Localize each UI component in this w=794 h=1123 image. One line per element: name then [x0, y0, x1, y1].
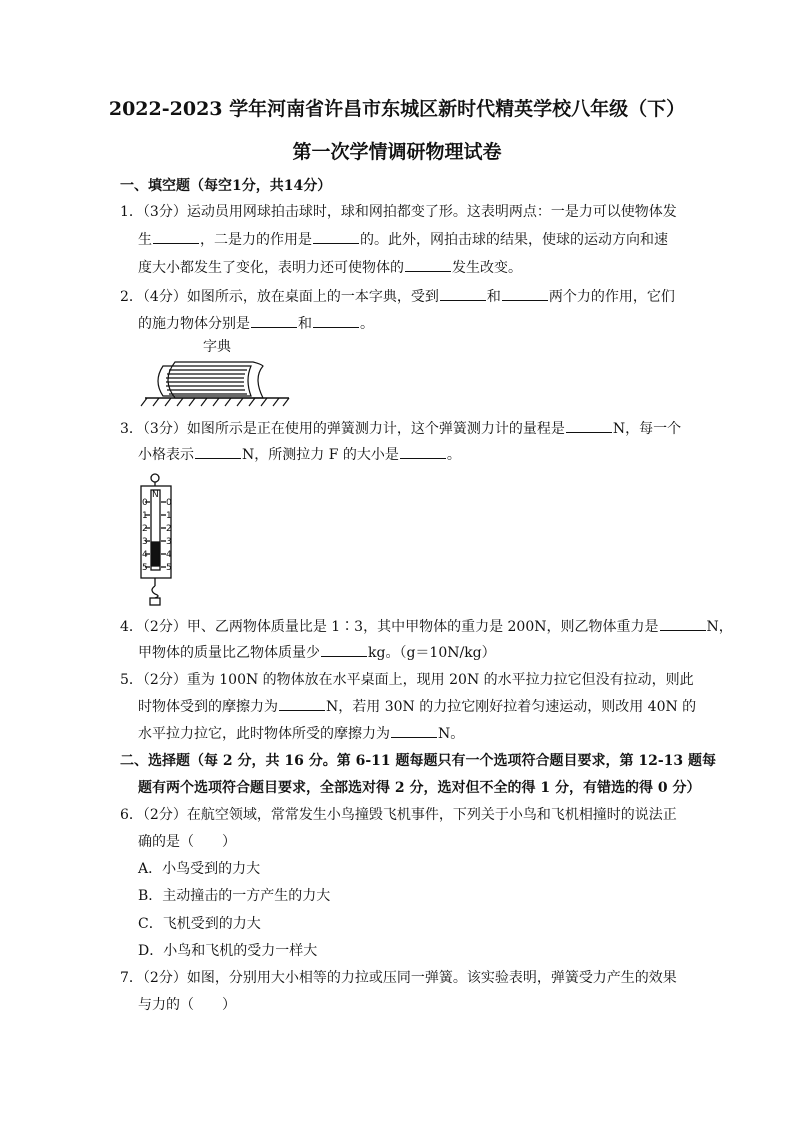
- question-6-line1: 6．（2分）在航空领域，常常发生小鸟撞毁飞机事件，下列关于小鸟和飞机相撞时的说法正: [120, 807, 677, 823]
- answer-blank: [566, 420, 612, 433]
- option-d: D．小鸟和飞机的受力一样大: [138, 943, 318, 959]
- question-5-line3: 水平拉力拉它，此时物体所受的摩擦力为 N。: [138, 726, 465, 742]
- answer-blank: [405, 259, 451, 272]
- answer-blank: [502, 288, 548, 301]
- dictionary-label: 字典: [203, 339, 231, 355]
- question-7-line2: 与力的（ ）: [138, 997, 236, 1013]
- dictionary-on-table-icon: [135, 356, 295, 408]
- question-2-line2: 的施力物体分别是 和 。: [138, 316, 374, 332]
- question-4-line1: 4．（2分）甲、乙两物体质量比是 1∶3，其中甲物体的重力是 200N，则乙物体重力是 N，: [120, 619, 733, 635]
- answer-blank: [440, 288, 486, 301]
- scale-tick-left-3: 3: [142, 537, 148, 547]
- option-c: C．飞机受到的力大: [138, 916, 261, 932]
- answer-blank: [313, 231, 359, 244]
- scale-unit-label: N: [152, 490, 159, 500]
- question-1-line3: 度大小都发生了变化，表明力还可使物体的 发生改变。: [138, 260, 522, 276]
- question-3-line2: 小格表示 N，所测拉力 F 的大小是 。: [138, 447, 461, 463]
- question-5-line2: 时物体受到的摩擦力为 N，若用 30N 的力拉它刚好拉着匀速运动，则改用 40N 的: [138, 699, 697, 715]
- question-1-line2: 生 ，二是力的作用是 的。此外，网拍击球的结果，使球的运动方向和速: [138, 232, 668, 248]
- page-title-line1: 2022-2023 学年河南省许昌市东城区新时代精英学校八年级（下）: [108, 98, 686, 120]
- scale-tick-right-0: 0: [166, 498, 172, 508]
- answer-blank: [153, 231, 199, 244]
- answer-blank: [321, 644, 367, 657]
- option-b: B．主动撞击的一方产生的力大: [138, 888, 331, 904]
- answer-blank: [313, 315, 359, 328]
- question-3-line1: 3．（3分）如图所示是正在使用的弹簧测力计，这个弹簧测力计的量程是 N，每一个: [120, 421, 682, 437]
- answer-blank: [660, 618, 706, 631]
- scale-tick-right-3: 3: [166, 537, 172, 547]
- option-a: A．小鸟受到的力大: [138, 861, 261, 877]
- question-6-line2: 确的是（ ）: [138, 834, 236, 850]
- section-heading-multiple-choice-line2: 题有两个选项符合题目要求，全部选对得 2 分，选对但不全的得 1 分，有错选的得 0 分）: [138, 780, 701, 796]
- section-heading-fill-blank: 一、填空题（每空1分，共14分）: [120, 178, 332, 194]
- answer-blank: [391, 725, 437, 738]
- question-4-line2: 甲物体的质量比乙物体质量少 kg。（g＝10N/kg）: [138, 645, 496, 661]
- scale-tick-right-5: 5: [166, 563, 172, 573]
- scale-tick-left-1: 1: [142, 511, 148, 521]
- answer-blank: [195, 446, 241, 459]
- answer-blank: [400, 446, 446, 459]
- page-title-line2: 第一次学情调研物理试卷: [292, 141, 502, 163]
- scale-tick-left-0: 0: [142, 498, 148, 508]
- answer-blank: [279, 698, 325, 711]
- question-7-line1: 7．（2分）如图，分别用大小相等的力拉或压同一弹簧。该实验表明，弹簧受力产生的效果: [120, 970, 677, 986]
- scale-tick-left-2: 2: [142, 524, 148, 534]
- scale-tick-left-5: 5: [142, 563, 148, 573]
- scale-tick-right-4: 4: [166, 550, 172, 560]
- scale-tick-right-2: 2: [166, 524, 172, 534]
- scale-tick-left-4: 4: [142, 550, 148, 560]
- section-heading-multiple-choice-line1: 二、选择题（每 2 分，共 16 分。第 6-11 题每题只有一个选项符合题目要求，第 12-13 题每: [120, 753, 717, 769]
- dictionary-figure: [135, 336, 295, 408]
- spring-scale-icon: [133, 472, 183, 608]
- question-5-line1: 5．（2分）重为 100N 的物体放在水平桌面上，现用 20N 的水平拉力拉它但没有拉动，则此: [120, 672, 694, 688]
- spring-scale-figure: [133, 472, 183, 608]
- scale-tick-right-1: 1: [166, 511, 172, 521]
- answer-blank: [251, 315, 297, 328]
- question-1-line1: 1．（3分）运动员用网球拍击球时，球和网拍都变了形。这表明两点：一是力可以使物体发: [120, 204, 677, 220]
- question-2-line1: 2．（4分）如图所示，放在桌面上的一本字典，受到 和 两个力的作用，它们: [120, 289, 675, 305]
